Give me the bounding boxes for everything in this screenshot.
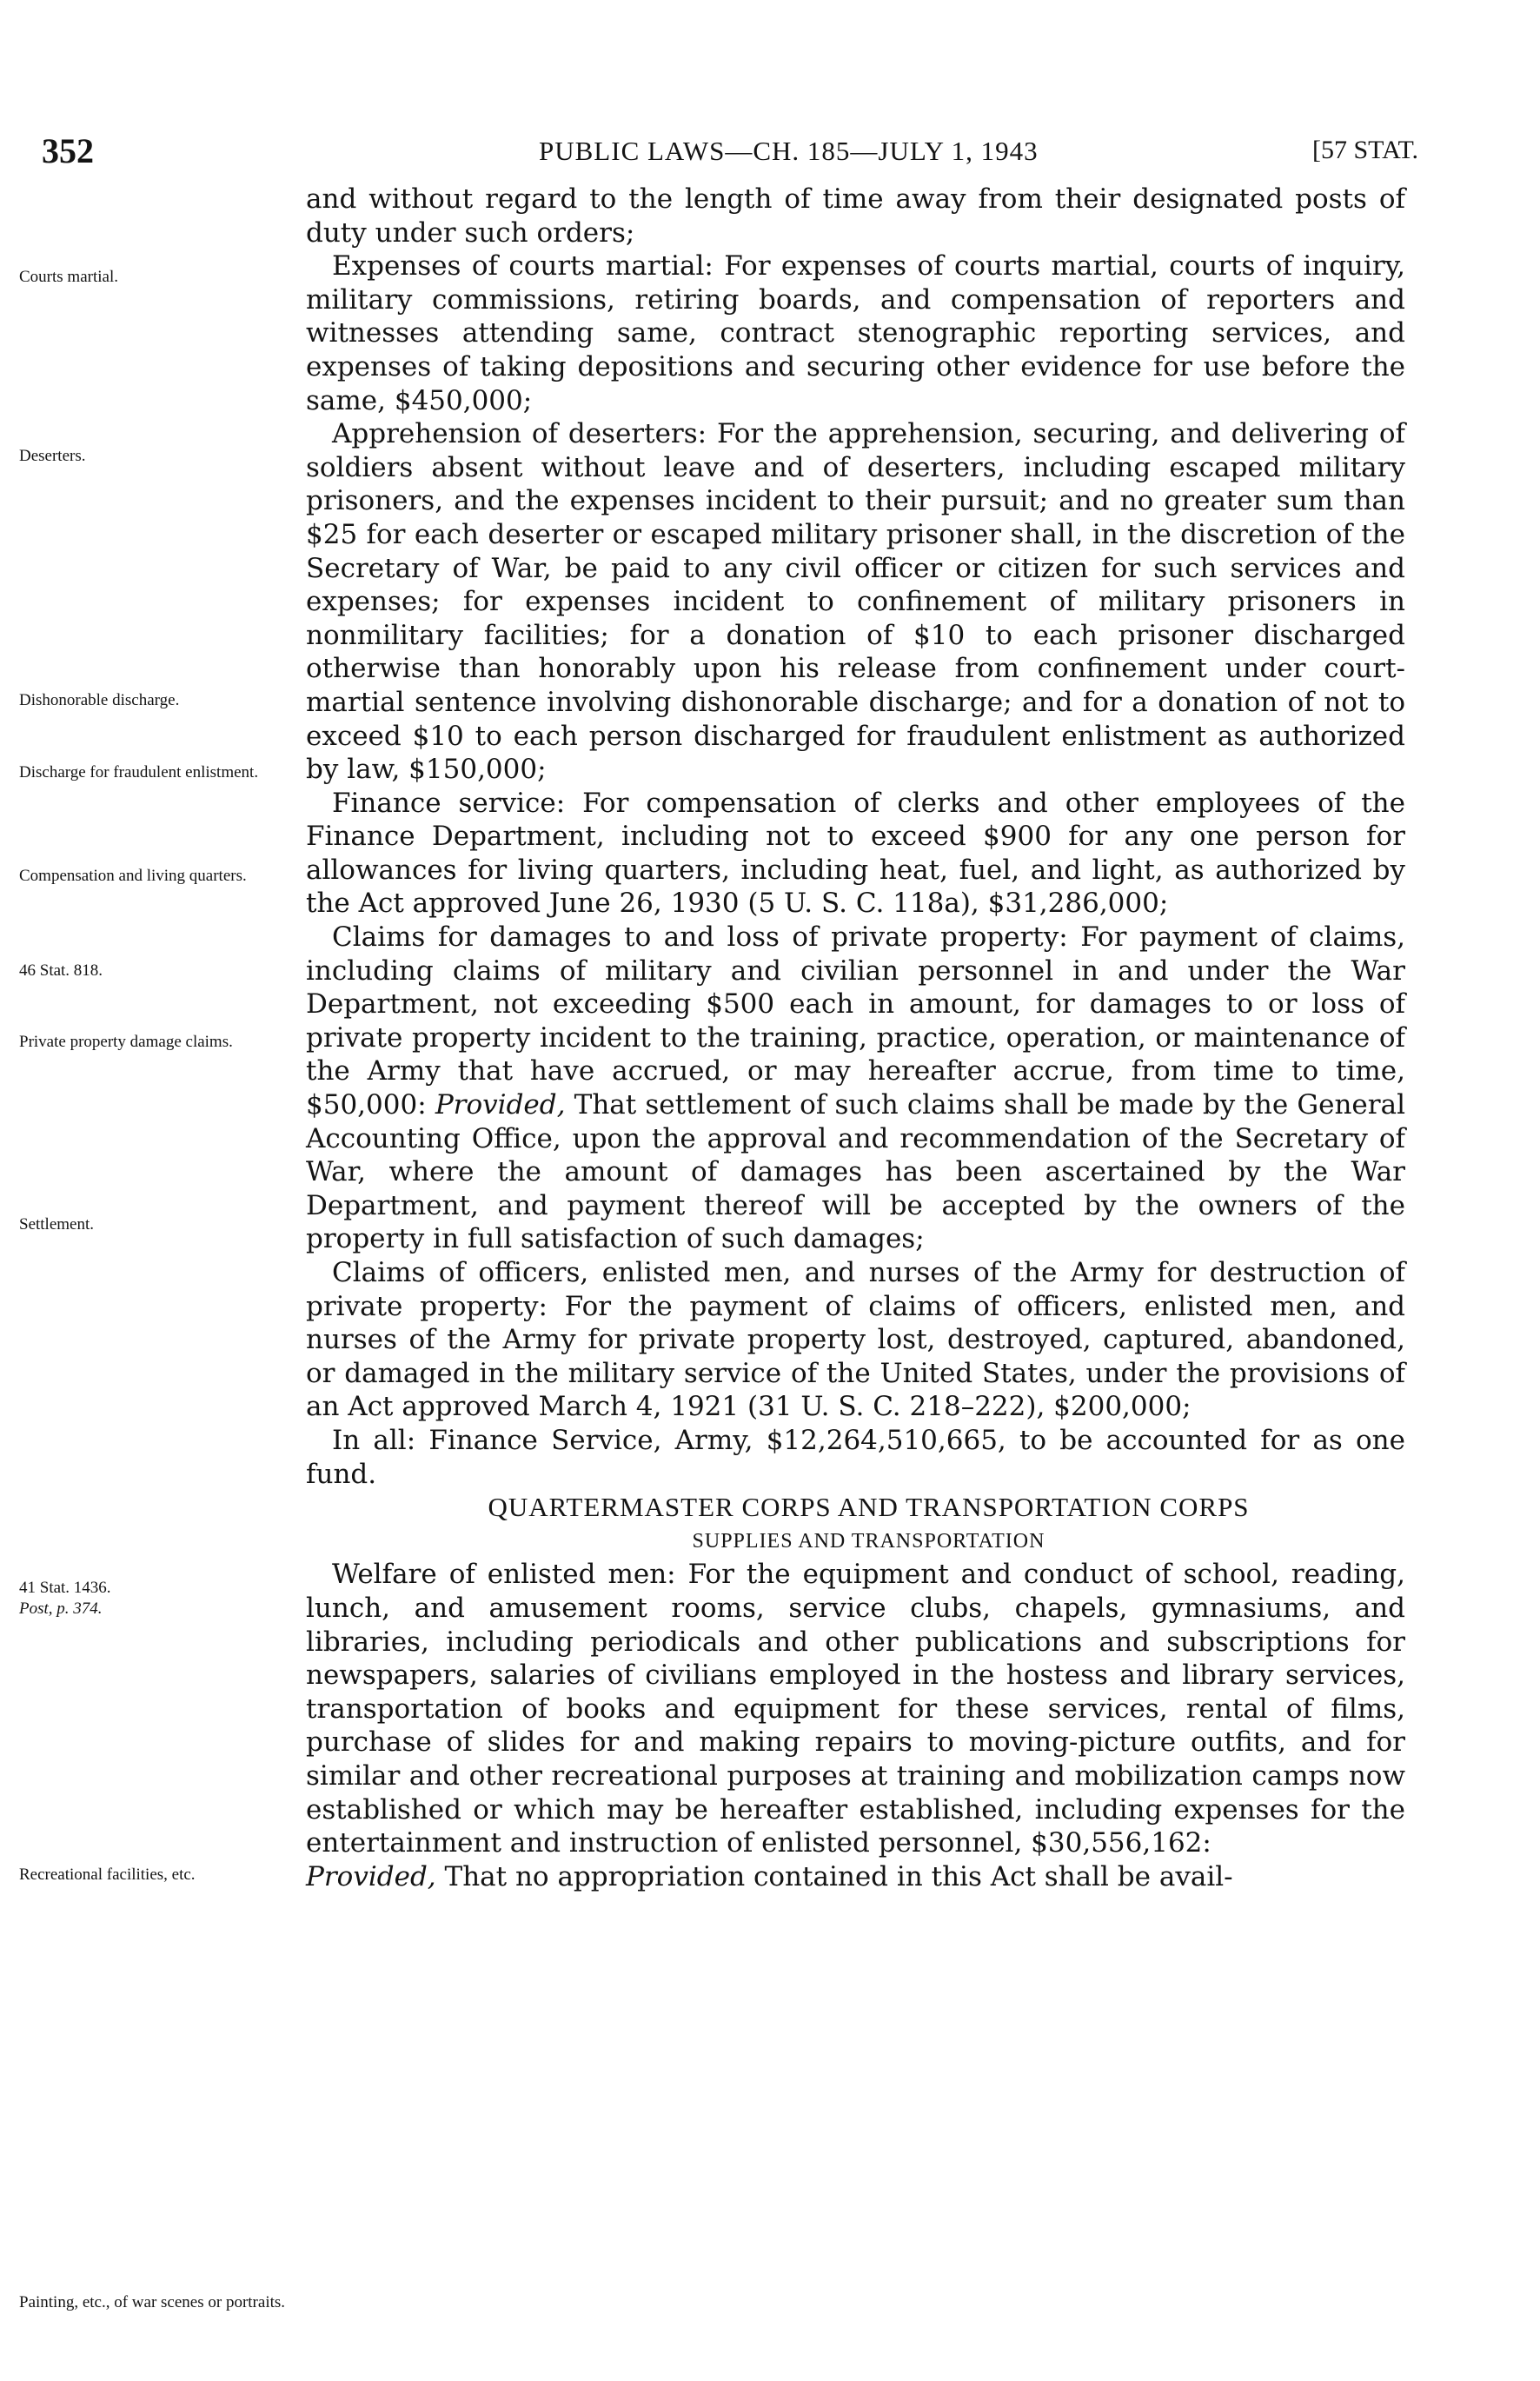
margin-note: 41 Stat. 1436. (19, 1579, 111, 1597)
margin-note: Compensation and living quarters. (19, 867, 247, 885)
statute-text (306, 183, 1405, 1893)
paragraph: Apprehension of deserters: For the apprehension, securing, and delivering of soldiers absent without leave and of deserters, including escaped military prisoners, and the expenses incident to their pursuit; and no greater sum than $25 for each deserter or escaped military prisoner shall, in the discretion of the Secretary of War, be paid to any civil officer or citizen for such services and expenses; for expenses incident to confinement of military prisoners in nonmilitary facilities; for a donation of $10 to each prisoner discharged otherwise than honorably upon his release from confinement under court-martial sentence involving dishonorable discharge; and for a donation of not to exceed $10 to each person discharged for fraudulent enlistment as authorized by law, $150,000; (306, 418, 1405, 786)
margin-note: Painting, etc., of war scenes or portraits. (19, 2293, 286, 2311)
margin-note: Discharge for fraudulent enlistment. (19, 763, 259, 781)
section-heading: QUARTERMASTER CORPS AND TRANSPORTATION CORPS (488, 1492, 1250, 1523)
paragraph: Expenses of courts martial: For expenses of courts martial, courts of inquiry, military commissions, retiring boards, and compensation of reporters and witnesses attending same, contract stenographic reporting services, and expenses of taking depositions and securing other evidence for use before the same, $450,000; (306, 250, 1405, 416)
margin-note: Private property damage claims. (19, 1033, 233, 1051)
paragraph: and without regard to the length of time away from their designated posts of duty under such orders; (306, 183, 1405, 249)
margin-note: 46 Stat. 818. (19, 961, 103, 980)
margin-note: Courts martial. (19, 268, 118, 286)
page-number: 352 (42, 131, 94, 170)
running-title: PUBLIC LAWS—CH. 185—JULY 1, 1943 (539, 136, 1039, 166)
margin-note: Settlement. (19, 1215, 95, 1234)
paragraph: Welfare of enlisted men: For the equipment and conduct of school, reading, lunch, and amusement rooms, service clubs, chapels, gymnasiums, and libraries, including periodicals and other publications and subscriptions for newspapers, salaries of civilians employed in the hostess and library services, transportation of books and equipment for these services, rental of films, purchase of slides for and making repairs to moving-picture outfits, and for similar and other recreational purposes at training and mobilization camps now established or which may be hereafter established, including expenses for the entertainment and instruction of enlisted personnel, $30,556,162: (306, 1559, 1405, 1859)
margin-note: Post, p. 374. (19, 1600, 103, 1618)
margin-note: Deserters. (19, 447, 86, 465)
paragraph: Claims of officers, enlisted men, and nurses of the Army for destruction of private property: For the payment of claims of officers, enlisted men, and nurses of the Army for private property lost, destroyed, captured, abandoned, or damaged in the military service of the United States, under the provisions of an Act approved March 4, 1921 (31 U. S. C. 218–222), $200,000; (306, 1257, 1405, 1423)
paragraph: In all: Finance Service, Army, $12,264,510,665, to be accounted for as one fund. (306, 1424, 1405, 1490)
subsection-heading: SUPPLIES AND TRANSPORTATION (692, 1529, 1045, 1553)
paragraph: Claims for damages to and loss of private property: For payment of claims, including claims of military and civilian personnel in and under the War Department, not exceeding $500 each in amount, for damages to or loss of private property incident to the training, practice, operation, or maintenance of the Army that have accrued, or may hereafter accrue, from time to time, $50,000: Provided, That settlement of such claims shall be made by the General Accounting Office, upon the approval and recommendation of the Secretary of War, where the amount of damages has been ascertained by the War Department, and payment thereof will be accepted by the owners of the property in full satisfaction of such damages; (306, 921, 1405, 1255)
volume-reference: [57 STAT. (1312, 136, 1419, 164)
page-header (0, 130, 1540, 174)
margin-note: Recreational facilities, etc. (19, 1866, 196, 1884)
margin-note: Dishonorable discharge. (19, 691, 180, 709)
paragraph: Provided, That no appropriation contained in this Act shall be avail- (306, 1860, 1233, 1892)
paragraph: Finance service: For compensation of clerks and other employees of the Finance Department, including not to exceed $900 for any one person for allowances for living quarters, including heat, fuel, and light, as authorized by the Act approved June 26, 1930 (5 U. S. C. 118a), $31,286,000; (306, 787, 1405, 920)
